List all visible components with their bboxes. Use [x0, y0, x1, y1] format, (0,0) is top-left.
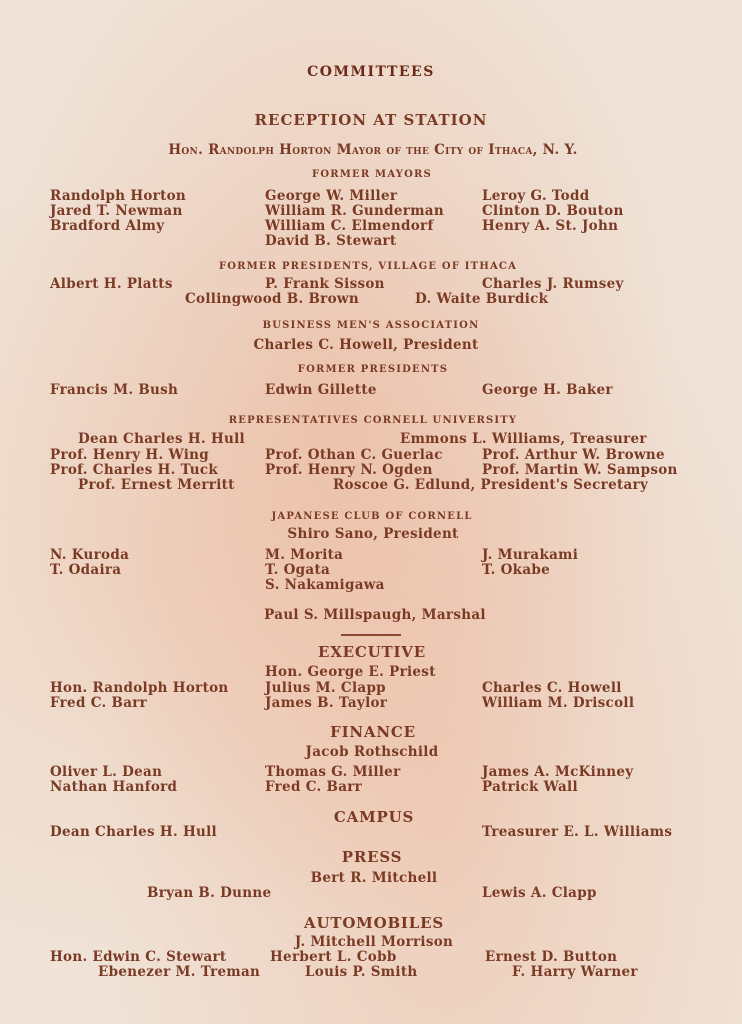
name: T. Odaira	[50, 562, 122, 578]
name: James B. Taylor	[265, 695, 388, 711]
cornell-rep: Emmons L. Williams, Treasurer	[400, 431, 647, 447]
japanese-president: Shiro Sano, President	[287, 526, 459, 542]
cornell-rep: Dean Charles H. Hull	[78, 431, 245, 447]
name: N. Kuroda	[50, 547, 130, 563]
name: Clinton D. Bouton	[482, 203, 624, 219]
automobiles-member: Hon. Edwin C. Stewart	[50, 949, 227, 965]
business-former-president: George H. Baker	[482, 382, 613, 398]
name: T. Okabe	[482, 562, 550, 578]
name: J. Murakami	[482, 547, 579, 563]
campus-heading: CAMPUS	[333, 808, 415, 826]
executive-col-3	[482, 681, 634, 711]
name: Charles C. Howell	[482, 680, 622, 696]
finance-col-3	[482, 765, 633, 795]
cornell-col-3	[482, 448, 678, 478]
business-former-president: Francis M. Bush	[50, 382, 179, 398]
name: George W. Miller	[265, 188, 398, 204]
village-president: Collingwood B. Brown	[185, 291, 359, 307]
name: Oliver L. Dean	[50, 764, 163, 780]
executive-heading: EXECUTIVE	[318, 643, 426, 661]
marshal: Paul S. Millspaugh, Marshal	[264, 607, 486, 623]
automobiles-member: F. Harry Warner	[512, 964, 638, 980]
business-heading: BUSINESS MEN'S ASSOCIATION	[262, 320, 480, 331]
name: Fred C. Barr	[265, 779, 363, 795]
name: Prof. Othan C. Guerlac	[265, 447, 443, 463]
finance-col-2	[265, 765, 400, 795]
press-member: Bryan B. Dunne	[147, 885, 272, 901]
business-former-president: Edwin Gillette	[265, 382, 377, 398]
press-heading: PRESS	[341, 848, 403, 866]
cornell-col-2	[265, 448, 443, 478]
executive-col-1	[50, 681, 229, 711]
name: William R. Gunderman	[265, 203, 444, 219]
business-former-heading: FORMER PRESIDENTS	[297, 364, 449, 375]
former-mayors-col-2	[265, 189, 444, 249]
automobiles-member: Ebenezer M. Treman	[98, 964, 261, 980]
name: Randolph Horton	[50, 188, 187, 204]
village-president: D. Waite Burdick	[415, 291, 549, 307]
name: Prof. Henry H. Wing	[50, 447, 209, 463]
japanese-heading: JAPANESE CLUB OF CORNELL	[271, 511, 473, 522]
mayor-line: Hon. Randolph Horton Mayor of the City of Ithaca, N. Y.	[168, 142, 578, 158]
finance-heading: FINANCE	[330, 723, 416, 741]
name: Bradford Almy	[50, 218, 165, 234]
divider	[341, 634, 401, 636]
japanese-col-3	[482, 548, 578, 578]
cornell-col-1	[50, 448, 218, 478]
name: David B. Stewart	[265, 233, 397, 249]
automobiles-member: Ernest D. Button	[485, 949, 618, 965]
cornell-rep: Prof. Ernest Merritt	[78, 477, 235, 493]
name: Patrick Wall	[482, 779, 578, 795]
village-presidents-heading: FORMER PRESIDENTS, VILLAGE OF ITHACA	[218, 261, 518, 272]
former-mayors-heading: FORMER MAYORS	[312, 169, 432, 180]
name: S. Nakamigawa	[265, 577, 385, 593]
former-mayors-col-3	[482, 189, 624, 234]
campus-member: Dean Charles H. Hull	[50, 824, 217, 840]
name: Prof. Charles H. Tuck	[50, 462, 219, 478]
executive-col-2	[265, 681, 387, 711]
business-president: Charles C. Howell, President	[253, 337, 479, 353]
name: M. Morita	[265, 547, 344, 563]
village-president: Albert H. Platts	[50, 276, 173, 292]
automobiles-member: Louis P. Smith	[305, 964, 418, 980]
japanese-col-1	[50, 548, 129, 578]
village-president: P. Frank Sisson	[265, 276, 385, 292]
page-title: COMMITTEES	[307, 64, 435, 80]
name: Julius M. Clapp	[265, 680, 386, 696]
executive-member: Hon. George E. Priest	[265, 664, 436, 680]
press-member: Bert R. Mitchell	[310, 870, 438, 886]
finance-col-1	[50, 765, 177, 795]
reception-heading: RECEPTION AT STATION	[254, 111, 488, 129]
name: Hon. Randolph Horton	[50, 680, 229, 696]
name: James A. McKinney	[482, 764, 634, 780]
name: Henry A. St. John	[482, 218, 619, 234]
name: Leroy G. Todd	[482, 188, 590, 204]
press-member: Lewis A. Clapp	[482, 885, 597, 901]
name: Prof. Martin W. Sampson	[482, 462, 678, 478]
cornell-rep: Roscoe G. Edlund, President's Secretary	[333, 477, 649, 493]
name: T. Ogata	[265, 562, 331, 578]
name: Prof. Arthur W. Browne	[482, 447, 665, 463]
automobiles-heading: AUTOMOBILES	[304, 914, 444, 932]
name: Jared T. Newman	[50, 203, 183, 219]
name: William M. Driscoll	[482, 695, 635, 711]
campus-member: Treasurer E. L. Williams	[482, 824, 673, 840]
name: William C. Elmendorf	[265, 218, 434, 234]
former-mayors-col-1	[50, 189, 186, 234]
cornell-heading: REPRESENTATIVES CORNELL UNIVERSITY	[228, 415, 518, 426]
finance-member: Jacob Rothschild	[305, 744, 439, 760]
name: Fred C. Barr	[50, 695, 148, 711]
automobiles-member: Herbert L. Cobb	[270, 949, 397, 965]
name: Thomas G. Miller	[265, 764, 401, 780]
japanese-col-2	[265, 548, 385, 593]
village-president: Charles J. Rumsey	[482, 276, 624, 292]
name: Prof. Henry N. Ogden	[265, 462, 433, 478]
automobiles-member: J. Mitchell Morrison	[294, 934, 454, 950]
name: Nathan Hanford	[50, 779, 178, 795]
